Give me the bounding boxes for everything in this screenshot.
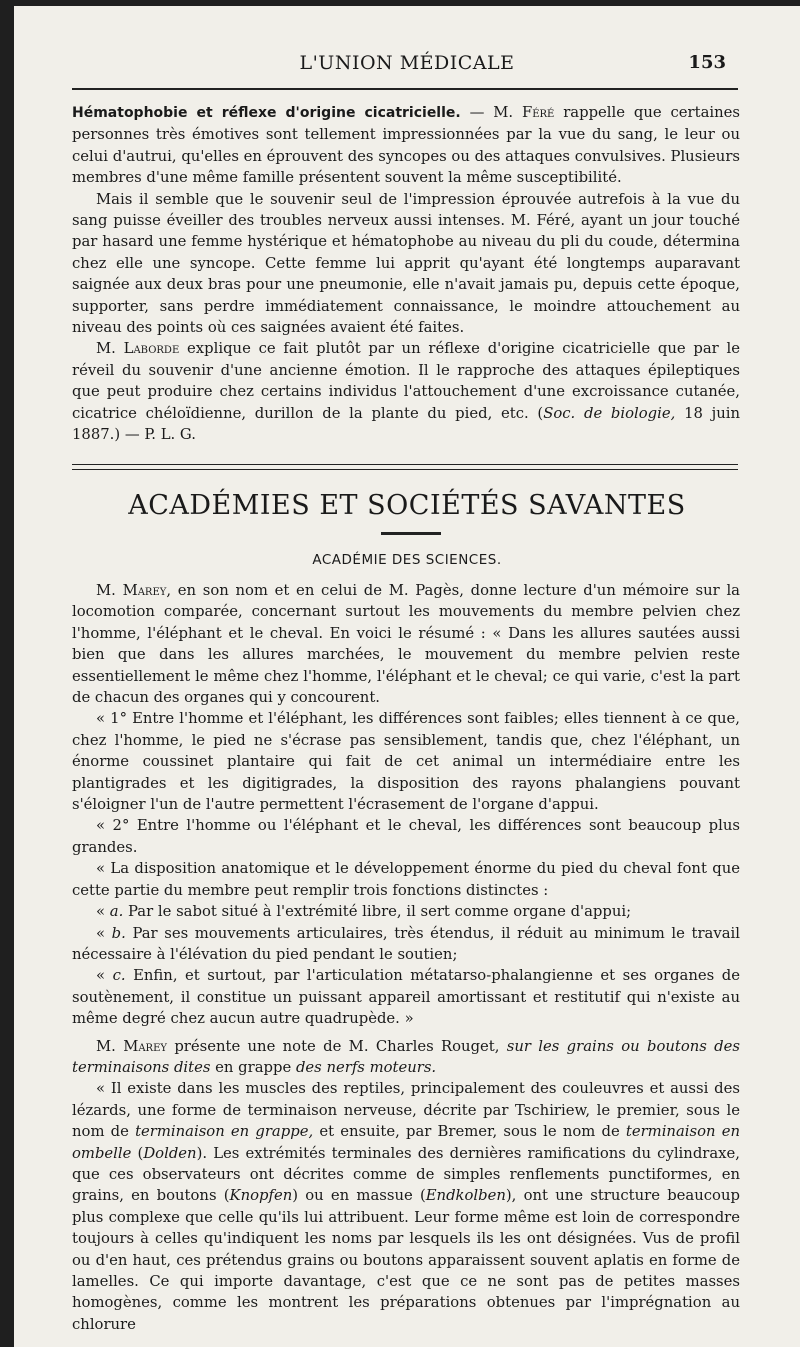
- paragraph: [72, 580, 740, 708]
- paragraph: « 2° Entre l'homme ou l'éléphant et le cheval, les différences sont beaucoup plus grandes.: [72, 817, 740, 856]
- term: terminaison en ombelle: [72, 1123, 741, 1162]
- paragraph: [72, 102, 740, 189]
- term: terminaison en grappe,: [135, 1123, 314, 1141]
- author-name: Laborde: [123, 340, 180, 358]
- author-name: Marey: [122, 582, 167, 599]
- paragraph: Mais il semble que le souvenir seul de l'impression éprouvée autrefois à la vue du sang puisse éveiller des troubles nerveux aussi intenses. M. Féré, ayant un jour touché par hasard une femme hystérique et hématophobe au niveau du pli du coude, détermina chez elle une syncope. Cette femme lui apprit qu'ayant été longtemps auparavant saignée aux deux bras pour une pneumonie, elle n'avait jamais pu, depuis cette époque, supporter, sans perdre immédiatement connaissance, le moindre attouchement au niveau des points où ces saignées avaient été faites.: [72, 190, 740, 337]
- text-run: Par le sabot situé à l'extrémité libre, il sert comme organe d'appui;: [123, 903, 632, 921]
- section-heading: Hématophobie et réflexe d'origine cicatricielle.: [72, 105, 461, 121]
- note-title: des nerfs moteurs.: [295, 1058, 437, 1076]
- note-title: sur les grains ou boutons des terminaisons dites: [72, 1037, 741, 1076]
- document-page: [14, 6, 800, 1347]
- paragraph: [72, 901, 740, 922]
- term: Dolden: [143, 1144, 197, 1162]
- text-run: et ensuite, par Bremer, sous le nom de: [313, 1123, 626, 1141]
- title-rule: [381, 532, 441, 535]
- paragraph: [72, 338, 740, 445]
- text-run: Enfin, et surtout, par l'articulation métatarso-phalangienne et ses organes de soutènement, il constitue un puissant appareil amortissant et restitutif qui n'existe au même degré chez aucun autre quadrupède. »: [72, 967, 740, 1028]
- author-name: Féré: [521, 104, 555, 121]
- journal-title: L'UNION MÉDICALE: [299, 52, 515, 74]
- subsection-heading: ACADÉMIE DES SCIENCES.: [312, 552, 502, 568]
- source-citation: Soc. de biologie,: [543, 404, 676, 422]
- text-run: M.: [96, 1037, 124, 1055]
- text-run: , en son nom et en celui de M. Pagès, donne lecture d'un mémoire sur la locomotion comparée, concernant surtout les mouvements du membre pelvien chez l'homme, l'éléphant et le cheval. En voici le résumé : « Dans les allures sautées aussi bien que dans les allures marchées, le mouvement du membre pelvien reste essentiellement le même chez l'homme, l'éléphant et le cheval; ce qui varie, c'est la part de chacun des organes qui y concourent.: [72, 582, 741, 707]
- section-title: ACADÉMIES ET SOCIÉTÉS SAVANTES: [128, 490, 686, 521]
- text-run: ) ou en massue (: [292, 1187, 426, 1205]
- paragraph: « 1° Entre l'homme et l'éléphant, les différences sont faibles; elles tiennent à ce que, chez l'homme, le pied ne s'écrase pas sensiblement, tandis que, chez l'éléphant, un énorme coussinet plantaire qui fait de cet animal un intermédiaire entre les plantigrades et les digitigrades, la disposition des rayons phalangiens pouvant s'éloigner l'un de l'autre permettent l'écrasement de l'organe d'appui.: [72, 710, 740, 814]
- section-divider: [72, 464, 738, 470]
- term: Knopfen: [229, 1187, 293, 1205]
- text-run: présente une note de M. Charles Rouget,: [167, 1037, 507, 1055]
- text-run: ). Les extrémités terminales des dernières ramifications du cylindraxe, que ces observateurs ont décrites comme de simples renflements punctiformes, en grains, en boutons (: [72, 1144, 740, 1205]
- list-letter: b.: [111, 924, 126, 942]
- term: Endkolben: [425, 1187, 506, 1205]
- text-run: explique ce fait plutôt par un réflexe d'origine cicatricielle que par le réveil du souvenir d'une ancienne émotion. Il le rapproche des attaques épileptiques que peut produire chez certains individus l'attouchement d'une excroissance cutanée, cicatrice chéloïdienne, durillon de la plante du pied, etc. (: [72, 340, 740, 422]
- text-run: « Il existe dans les muscles des reptiles, principalement des couleuvres et aussi des lézards, une forme de terminaison nerveuse, décrite par Tschiriew, le premier, sous le nom de: [72, 1080, 740, 1141]
- text-run: «: [96, 924, 112, 942]
- text-run: Par ses mouvements articulaires, très étendus, il réduit au minimum le travail nécessaire à l'élévation du pied pendant le soutien;: [72, 924, 740, 963]
- text-run: «: [96, 903, 110, 921]
- section-hematophobie: [72, 102, 740, 446]
- page-number: 153: [688, 52, 726, 73]
- text-run: en grappe: [210, 1058, 296, 1076]
- text-run: M.: [96, 582, 123, 599]
- text-run: — M.: [460, 104, 522, 121]
- text-run: ), ont une structure beaucoup plus complexe que celle qu'ils lui attribuent. Leur forme même est loin de correspondre toujours à celles qu'indiquent les noms par lesquels ils les ont désignées. Vus de profil ou d'en haut, ces prétendus grains ou boutons apparaissent souvent aplatis en forme de lamelles. Ce qui importe davantage, c'est que ce ne sont pas de petites masses homogènes, comme les montrent les préparations obtenues par l'imprégnation au chlorure: [72, 1187, 740, 1333]
- list-letter: a.: [109, 903, 124, 921]
- paragraph: « La disposition anatomique et le développement énorme du pied du cheval font que cette partie du membre peut remplir trois fonctions distinctes :: [72, 860, 740, 899]
- running-head: [14, 52, 800, 82]
- text-run: «: [96, 967, 113, 985]
- header-rule: [72, 88, 738, 90]
- text-run: (: [131, 1144, 144, 1162]
- section-academie: [72, 580, 740, 1335]
- text-run: M.: [96, 340, 124, 358]
- list-letter: c.: [112, 967, 126, 985]
- paragraph: [72, 923, 740, 966]
- text-run: rappelle que certaines personnes très émotives sont tellement impressionnées par la vue du sang, le leur ou celui d'autrui, qu'elles en éprouvent des syncopes ou des attaques convulsives. Plusieurs membres d'une même famille présentent souvent la même susceptibilité.: [72, 104, 740, 187]
- paragraph: [72, 1036, 740, 1079]
- paragraph: [72, 965, 740, 1029]
- author-name: Marey: [123, 1037, 167, 1055]
- paragraph: [72, 1078, 740, 1335]
- text-run: 18 juin 1887.) — P. L. G.: [72, 404, 741, 444]
